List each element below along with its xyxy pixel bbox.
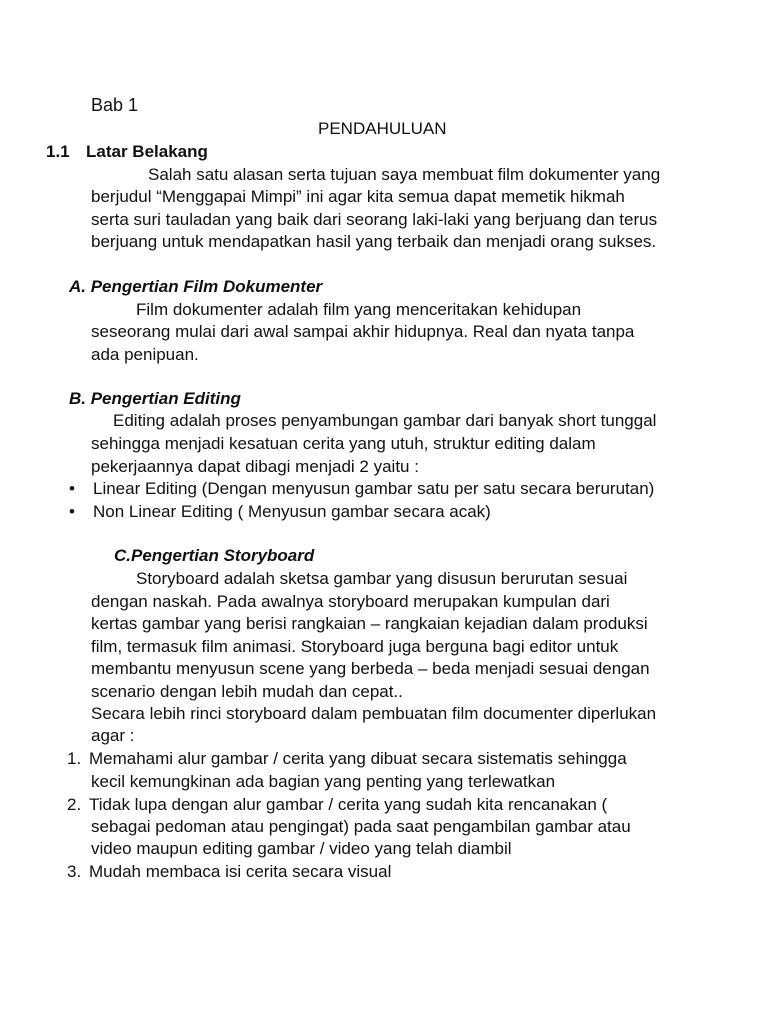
list-item: Tidak lupa dengan alur gambar / cerita yang sudah kita rencanakan (: [89, 795, 608, 814]
list-item: Linear Editing (Dengan menyusun gambar satu per satu secara berurutan): [93, 479, 655, 498]
paragraph-line: Storyboard adalah sketsa gambar yang disusun berurutan sesuai: [136, 569, 628, 588]
chapter-heading: PENDAHULUAN: [318, 119, 447, 138]
list-number: 2.: [67, 795, 82, 814]
chapter-label: Bab 1: [91, 95, 139, 115]
list-item: video maupun editing gambar / video yang telah diambil: [91, 839, 512, 858]
list-item: Non Linear Editing ( Menyusun gambar secara acak): [93, 502, 491, 521]
paragraph-line: seseorang mulai dari awal sampai akhir hidupnya. Real dan nyata tanpa: [91, 322, 635, 341]
paragraph-line: berjudul “Menggapai Mimpi” ini agar kita semua dapat memetik hikmah: [91, 187, 625, 206]
paragraph-line: pekerjaannya dapat dibagi menjadi 2 yaitu :: [91, 457, 419, 476]
paragraph-line: berjuang untuk mendapatkan hasil yang terbaik dan menjadi orang sukses.: [91, 232, 657, 251]
paragraph-line: membantu menyusun scene yang berbeda – beda menjadi sesuai dengan: [91, 659, 650, 678]
paragraph-line: scenario dengan lebih mudah dan cepat..: [91, 682, 403, 701]
section-number: 1.1: [46, 142, 70, 161]
list-item: Memahami alur gambar / cerita yang dibuat secara sistematis sehingga: [89, 749, 627, 768]
paragraph-line: agar :: [91, 726, 135, 745]
bullet-icon: •: [69, 479, 75, 498]
section-title: C.Pengertian Storyboard: [114, 546, 315, 565]
section-title: B. Pengertian Editing: [69, 389, 241, 408]
paragraph-line: Salah satu alasan serta tujuan saya membuat film dokumenter yang: [148, 165, 661, 184]
section-title: A. Pengertian Film Dokumenter: [69, 277, 323, 296]
list-item: kecil kemungkinan ada bagian yang penting yang terlewatkan: [91, 772, 556, 791]
section-title: Latar Belakang: [86, 142, 208, 161]
paragraph-line: Film dokumenter adalah film yang menceritakan kehidupan: [136, 300, 582, 319]
bullet-icon: •: [69, 502, 75, 521]
list-number: 3.: [67, 862, 82, 881]
paragraph-line: serta suri tauladan yang baik dari seorang laki-laki yang berjuang dan terus: [91, 210, 658, 229]
list-item: Mudah membaca isi cerita secara visual: [89, 862, 392, 881]
paragraph-line: ada penipuan.: [91, 345, 199, 364]
paragraph-line: kertas gambar yang berisi rangkaian – rangkaian kejadian dalam produksi: [91, 614, 648, 633]
paragraph-line: Secara lebih rinci storyboard dalam pembuatan film documenter diperlukan: [91, 704, 657, 723]
paragraph-line: film, termasuk film animasi. Storyboard juga berguna bagi editor untuk: [91, 637, 619, 656]
paragraph-line: Editing adalah proses penyambungan gambar dari banyak short tunggal: [113, 411, 657, 430]
paragraph-line: sehingga menjadi kesatuan cerita yang utuh, struktur editing dalam: [91, 434, 596, 453]
list-number: 1.: [67, 749, 82, 768]
list-item: sebagai pedoman atau pengingat) pada saat pengambilan gambar atau: [91, 817, 631, 836]
paragraph-line: dengan naskah. Pada awalnya storyboard merupakan kumpulan dari: [91, 592, 610, 611]
